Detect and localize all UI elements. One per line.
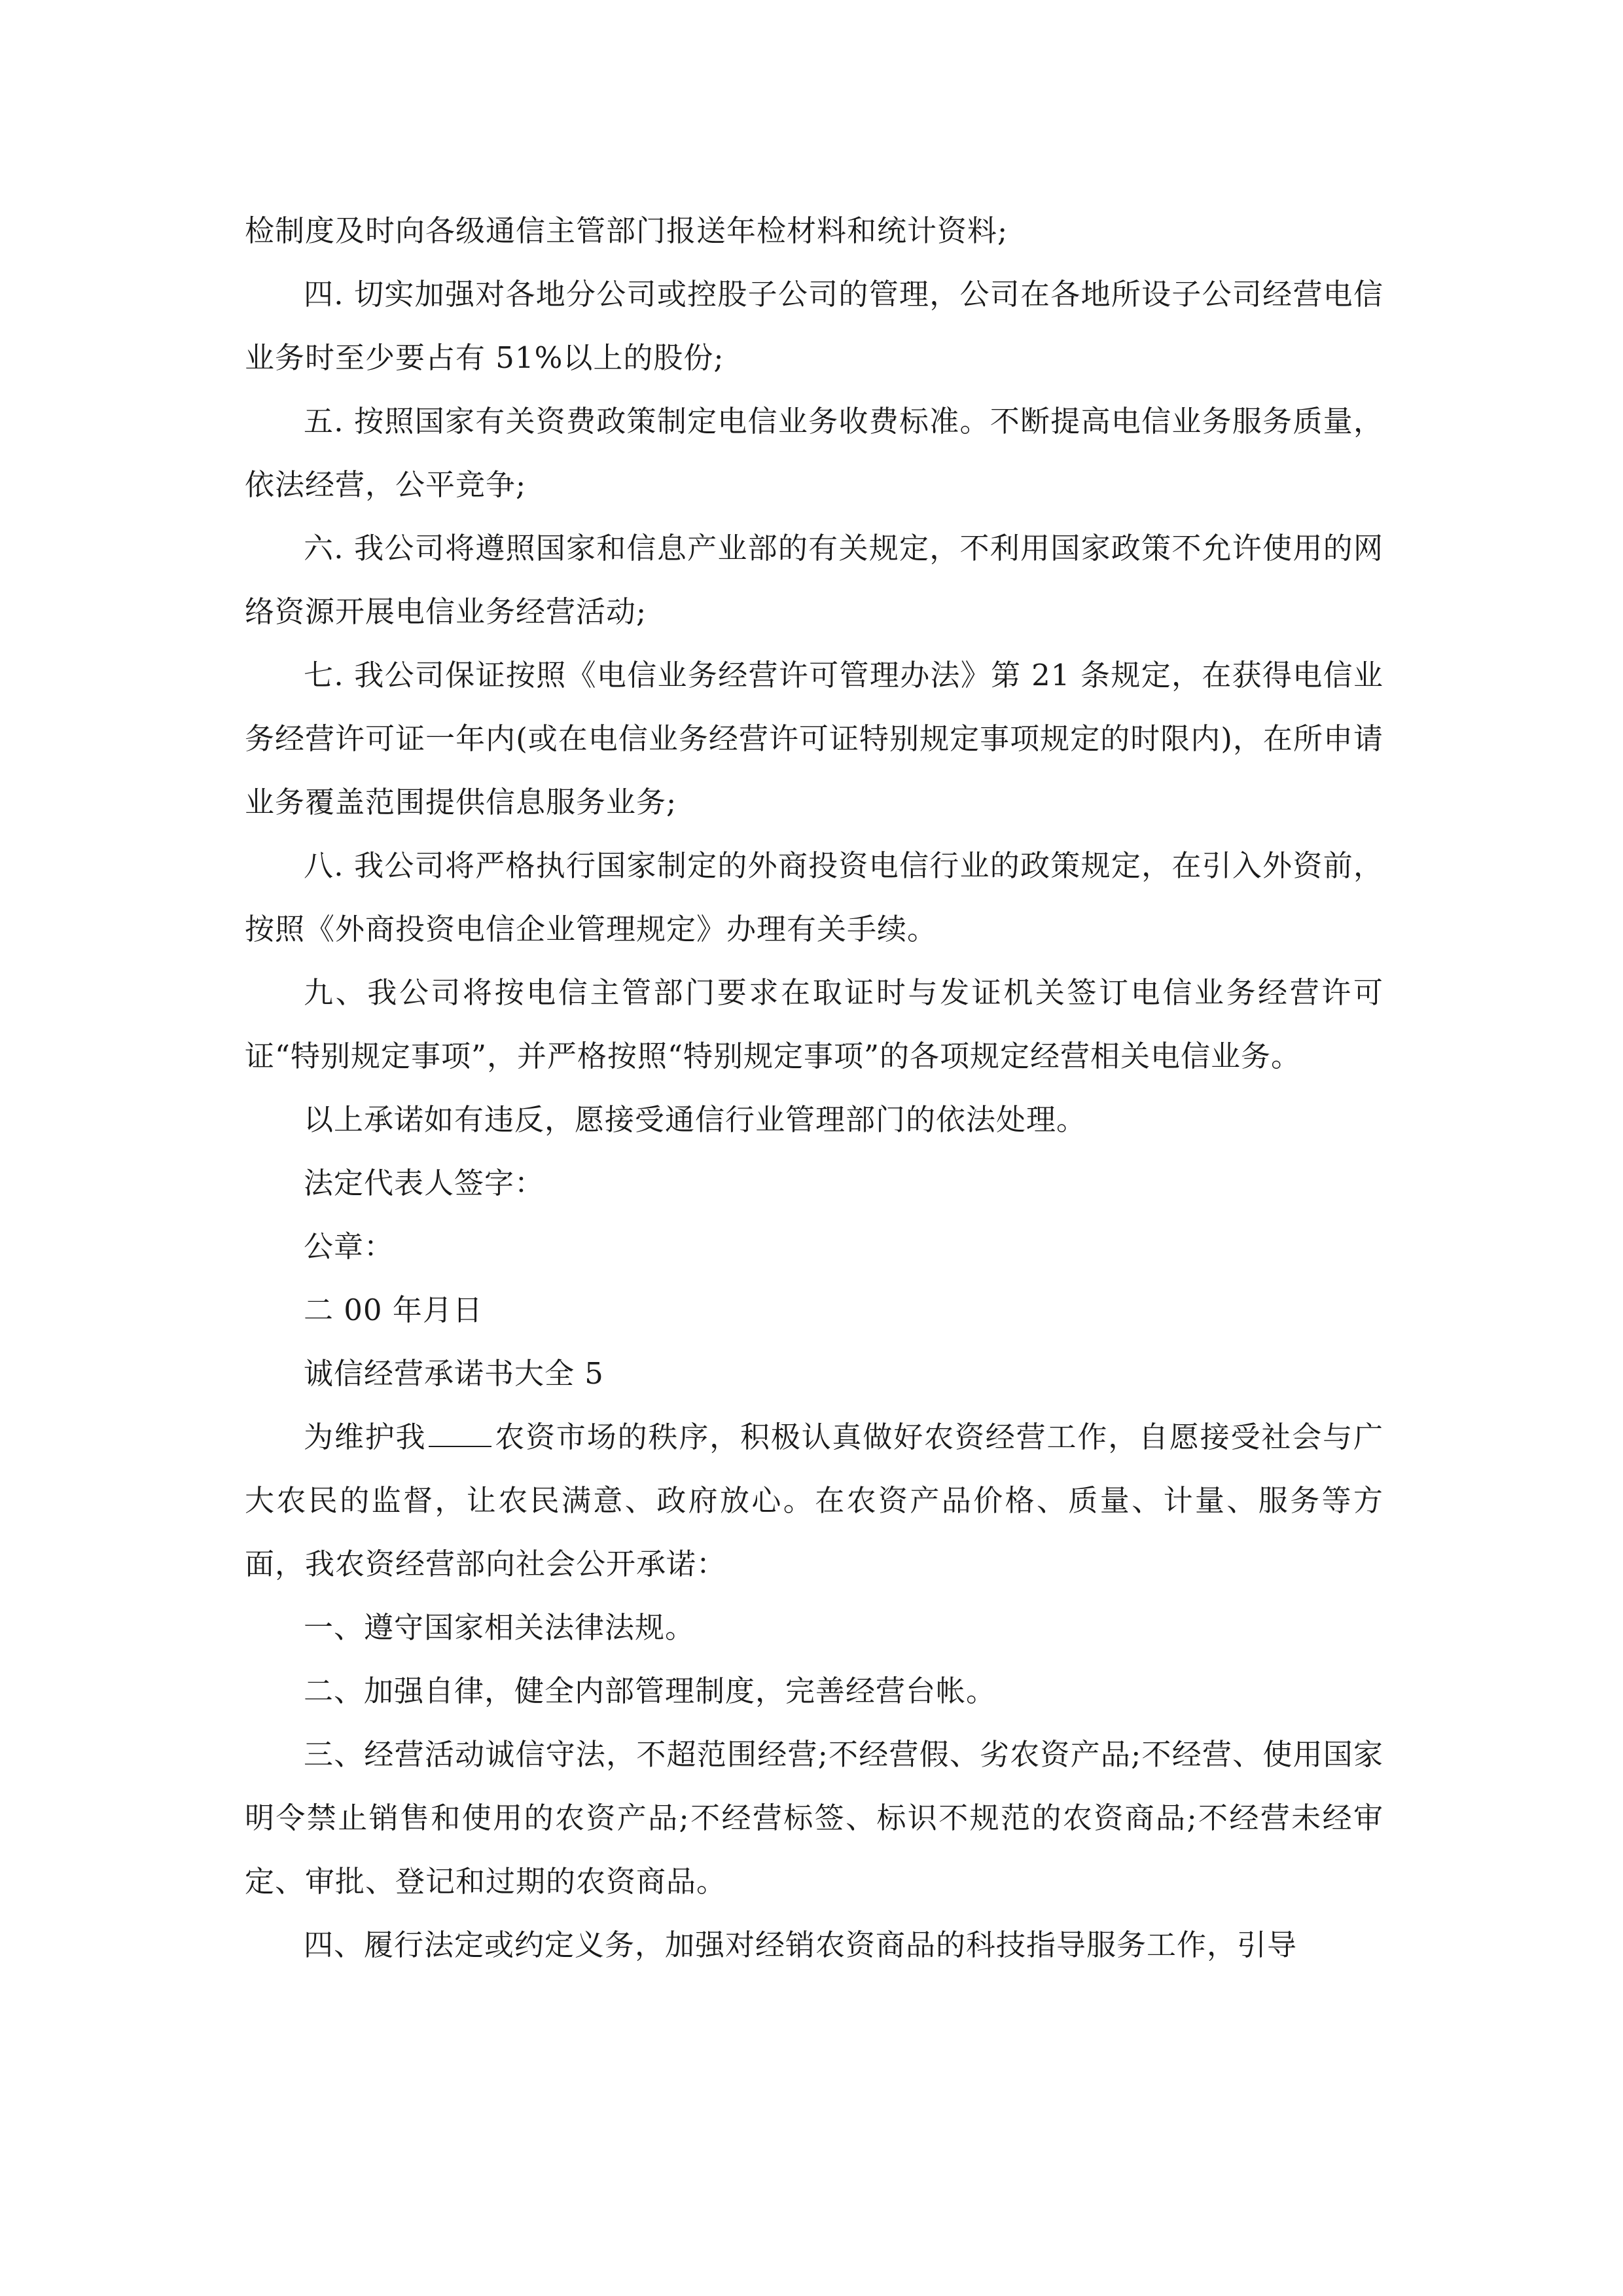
paragraph-agri-item-4: 四、履行法定或约定义务，加强对经销农资商品的科技指导服务工作，引导 (304, 1928, 1298, 1962)
agri-intro-start: 为维护我 (304, 1420, 427, 1454)
date-line: 二 00 年月日 (304, 1293, 483, 1327)
fill-in-blank (429, 1420, 491, 1447)
paragraph-item-4-subsidiary: 四. 切实加强对各地分公司或控股子公司的管理，公司在各地所设子公司经营电信业务时至少要占有 51%以上的股份; (245, 277, 1383, 375)
document-body (245, 199, 1383, 1977)
paragraph-agri-intro (245, 1405, 1383, 1596)
paragraph-annual-inspection: 检制度及时向各级通信主管部门报送年检材料和统计资料; (245, 213, 1008, 248)
paragraph-agri-item-1: 一、遵守国家相关法律法规。 (304, 1610, 696, 1645)
paragraph-item-6-network: 六. 我公司将遵照国家和信息产业部的有关规定，不利用国家政策不允许使用的网络资源开展电信业务经营活动; (245, 531, 1383, 629)
paragraph-item-5-tariff: 五. 按照国家有关资费政策制定电信业务收费标准。不断提高电信业务服务质量，依法经营，公平竞争; (245, 404, 1383, 502)
legal-representative-signature: 法定代表人签字： (304, 1166, 545, 1200)
paragraph-item-8-foreign-investment: 八. 我公司将严格执行国家制定的外商投资电信行业的政策规定，在引入外资前，按照《外商投资电信企业管理规定》办理有关手续。 (245, 848, 1383, 946)
paragraph-item-7-license: 七. 我公司保证按照《电信业务经营许可管理办法》第 21 条规定，在获得电信业务经营许可证一年内(或在电信业务经营许可证特别规定事项规定的时限内)，在所申请业务覆盖范围提供信息服务业务; (245, 658, 1383, 819)
section-title-pledge-5: 诚信经营承诺书大全 5 (304, 1356, 604, 1391)
paragraph-agri-item-2: 二、加强自律，健全内部管理制度，完善经营台帐。 (304, 1674, 997, 1708)
paragraph-agri-item-3: 三、经营活动诚信守法，不超范围经营;不经营假、劣农资产品;不经营、使用国家明令禁止销售和使用的农资产品;不经营标签、标识不规范的农资商品;不经营未经审定、审批、登记和过期的农资商品。 (245, 1737, 1383, 1899)
official-seal: 公章： (304, 1229, 395, 1264)
paragraph-item-9-special-matters: 九、我公司将按电信主管部门要求在取证时与发证机关签订电信业务经营许可证“特别规定事项”，并严格按照“特别规定事项”的各项规定经营相关电信业务。 (245, 975, 1383, 1073)
paragraph-violation-clause: 以上承诺如有违反，愿接受通信行业管理部门的依法处理。 (304, 1102, 1087, 1137)
agri-intro-rest: 农资市场的秩序，积极认真做好农资经营工作，自愿接受社会与广大农民的监督，让农民满意、政府放心。在农资产品价格、质量、计量、服务等方面，我农资经营部向社会公开承诺： (245, 1420, 1383, 1581)
